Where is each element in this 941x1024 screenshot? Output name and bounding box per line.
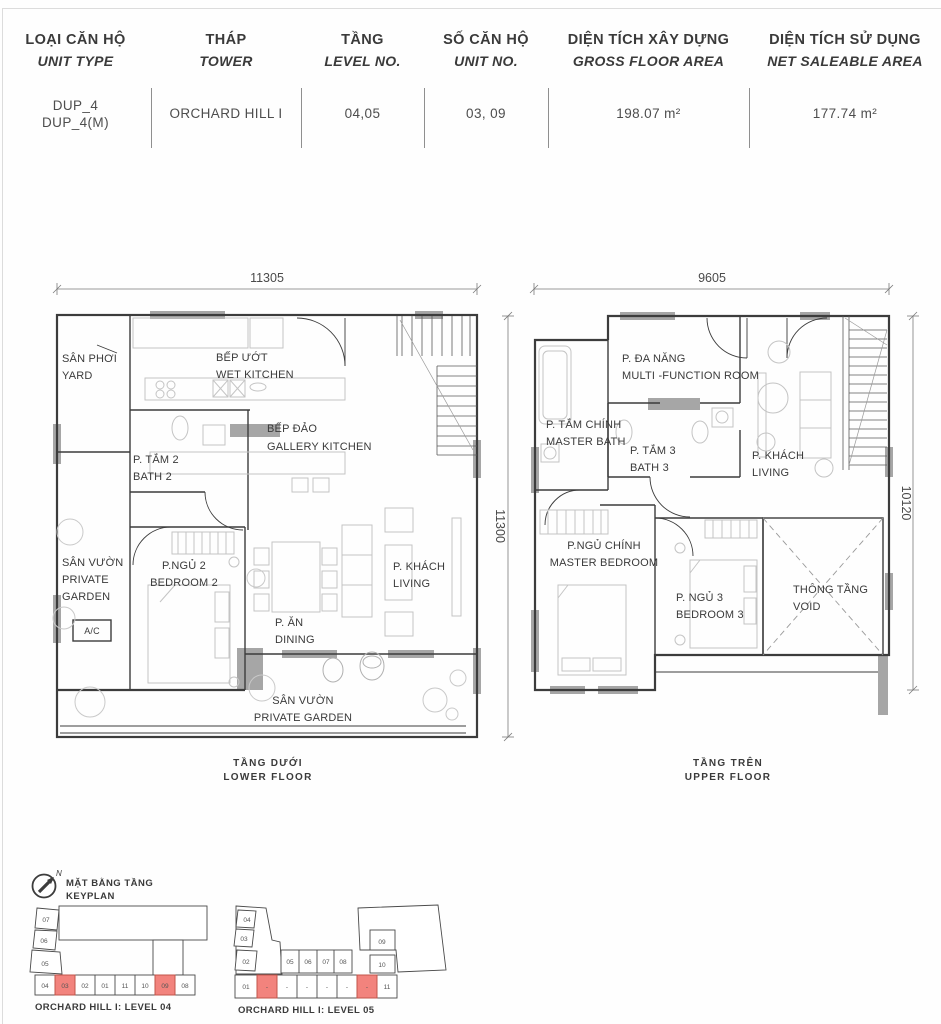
room-living-upper-en: LIVING	[752, 467, 790, 479]
svg-text:-: -	[305, 984, 309, 991]
room-master-bath-vi: P. TẮM CHÍNH	[546, 419, 622, 431]
lower-dimension-top	[53, 271, 481, 295]
svg-text:03: 03	[61, 983, 69, 990]
keyplan-title-en: KEYPLAN	[66, 891, 115, 902]
svg-text:02: 02	[81, 983, 89, 990]
room-void-vi: THÔNG TẦNG	[793, 584, 869, 596]
col-value: 04,05	[344, 106, 381, 121]
north-compass-icon	[33, 869, 63, 898]
svg-text:09: 09	[378, 939, 386, 946]
col-label-en: LEVEL NO.	[324, 53, 401, 69]
room-garden-bottom-vi: SÂN VƯỜN	[272, 695, 334, 707]
room-bedroom2-en: BEDROOM 2	[150, 577, 218, 589]
lower-caption-vi: TẦNG DƯỚI	[233, 758, 303, 769]
room-wet-kitchen-vi: BẾP ƯỚT	[216, 352, 268, 364]
upper-dimension-right	[899, 312, 919, 694]
svg-text:10120: 10120	[899, 485, 913, 521]
col-label-en: TOWER	[199, 53, 253, 69]
upper-caption-en: UPPER FLOOR	[684, 772, 772, 783]
lower-dimension-right	[493, 312, 514, 741]
svg-text:04: 04	[41, 983, 49, 990]
room-bath2-en: BATH 2	[133, 471, 172, 483]
keyplan-level05-caption: ORCHARD HILL I: LEVEL 05	[238, 1005, 375, 1016]
svg-text:06: 06	[40, 938, 48, 945]
col-value: DUP_4 DUP_4(M)	[42, 98, 109, 130]
svg-text:08: 08	[339, 959, 347, 966]
north-label: N	[56, 869, 62, 878]
room-ac: A/C	[84, 626, 100, 636]
upper-caption-vi: TẦNG TRÊN	[692, 758, 764, 769]
col-value: 03, 09	[466, 106, 506, 121]
svg-text:02: 02	[242, 959, 250, 966]
svg-text:05: 05	[286, 959, 294, 966]
room-void-en: VOID	[793, 601, 821, 613]
upper-dimension-top	[530, 271, 893, 295]
room-yard-en: YARD	[62, 370, 93, 382]
svg-text:01: 01	[242, 984, 250, 991]
keyplan-title-vi: MẶT BẰNG TẦNG	[66, 878, 154, 889]
room-garden-left-l1: SÂN VƯỜN	[62, 557, 124, 569]
svg-text:09: 09	[161, 983, 169, 990]
keyplan-level04	[30, 906, 207, 1013]
keyplan-level05	[234, 905, 446, 1016]
col-label-en: UNIT TYPE	[37, 53, 114, 69]
col-label-en: NET SALEABLE AREA	[767, 53, 923, 69]
room-gallery-kitchen-vi: BẾP ĐẢO	[267, 423, 318, 435]
room-multi-en: MULTI -FUNCTION ROOM	[622, 370, 760, 382]
room-dining-en: DINING	[275, 634, 315, 646]
svg-text:03: 03	[240, 936, 248, 943]
svg-text:-: -	[365, 984, 369, 991]
room-master-bedroom-en: MASTER BEDROOM	[549, 557, 659, 569]
col-label-vi: DIỆN TÍCH XÂY DỰNG	[567, 32, 730, 48]
room-bath3-en: BATH 3	[630, 462, 669, 474]
room-bedroom3-vi: P. NGỦ 3	[676, 592, 724, 604]
room-yard-vi: SÂN PHƠI	[62, 353, 118, 365]
room-garden-left-l3: GARDEN	[62, 591, 111, 603]
keyplan-section	[30, 869, 446, 1016]
svg-text:08: 08	[181, 983, 189, 990]
col-label-en: GROSS FLOOR AREA	[572, 53, 725, 69]
room-master-bath-en: MASTER BATH	[546, 436, 626, 448]
svg-text:07: 07	[42, 917, 50, 924]
lower-caption-en: LOWER FLOOR	[223, 772, 313, 783]
svg-text:-: -	[265, 984, 269, 991]
room-gallery-kitchen-en: GALLERY KITCHEN	[267, 441, 372, 453]
svg-text:9605: 9605	[698, 271, 726, 285]
svg-text:-: -	[285, 984, 289, 991]
upper-floor-plan	[530, 271, 919, 783]
room-garden-left-l2: PRIVATE	[62, 574, 109, 586]
col-label-vi: SỐ CĂN HỘ	[443, 32, 529, 48]
svg-text:-: -	[325, 984, 329, 991]
col-value: 177.74 m²	[812, 106, 878, 121]
room-living-upper-vi: P. KHÁCH	[752, 450, 805, 462]
svg-text:10: 10	[378, 962, 386, 969]
lower-furniture	[133, 318, 461, 687]
svg-text:11: 11	[383, 984, 391, 991]
col-label-vi: DIỆN TÍCH SỬ DỤNG	[769, 32, 921, 48]
col-value: 198.07 m²	[616, 106, 681, 121]
svg-text:05: 05	[41, 961, 49, 968]
room-multi-vi: P. ĐA NĂNG	[622, 353, 686, 365]
svg-text:06: 06	[304, 959, 312, 966]
svg-text:11305: 11305	[250, 271, 284, 285]
upper-staircase	[843, 316, 887, 470]
room-bedroom3-en: BEDROOM 3	[676, 609, 744, 621]
lower-staircase	[397, 316, 477, 455]
svg-text:04: 04	[243, 917, 251, 924]
svg-text:11: 11	[121, 983, 129, 990]
keyplan-level04-caption: ORCHARD HILL I: LEVEL 04	[35, 1002, 172, 1013]
upper-room-labels	[546, 352, 868, 621]
col-label-vi: LOẠI CĂN HỘ	[25, 32, 126, 48]
room-living-lower-en: LIVING	[393, 578, 431, 590]
col-value: ORCHARD HILL I	[169, 106, 283, 121]
svg-text:10: 10	[141, 983, 149, 990]
col-label-vi: TẦNG	[341, 32, 384, 48]
svg-text:01: 01	[101, 983, 109, 990]
upper-interior-walls	[535, 316, 763, 655]
room-master-bedroom-vi: P.NGỦ CHÍNH	[567, 540, 641, 552]
room-wet-kitchen-en: WET KITCHEN	[216, 369, 294, 381]
svg-text:-: -	[345, 984, 349, 991]
col-label-en: UNIT NO.	[454, 53, 518, 69]
room-bath2-vi: P. TẮM 2	[133, 454, 179, 466]
room-bath3-vi: P. TẮM 3	[630, 445, 676, 457]
room-bedroom2-vi: P.NGỦ 2	[162, 560, 206, 572]
room-living-lower-vi: P. KHÁCH	[393, 561, 446, 573]
room-garden-bottom-en: PRIVATE GARDEN	[253, 712, 353, 724]
svg-text:07: 07	[322, 959, 330, 966]
col-label-vi: THÁP	[205, 32, 247, 48]
svg-text:11300: 11300	[493, 509, 507, 543]
room-dining-vi: P. ĂN	[275, 617, 304, 629]
lower-floor-plan	[53, 271, 514, 783]
